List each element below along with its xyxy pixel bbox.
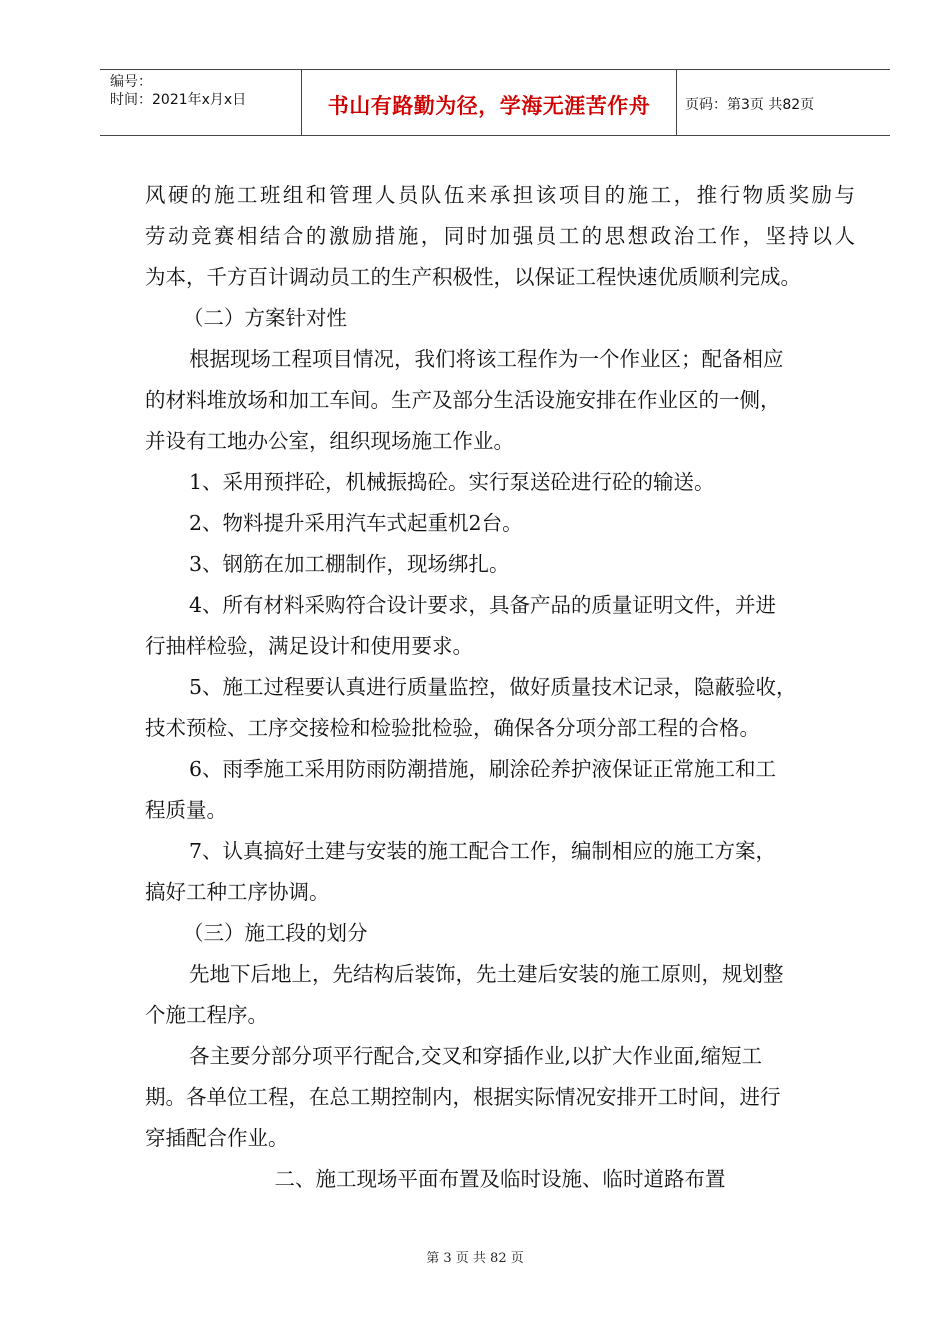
body-line: 个施工程序。 [145, 1003, 268, 1027]
page-footer: 第 3 页 共 82 页 [426, 1251, 524, 1266]
body-line: 穿插配合作业。 [145, 1126, 289, 1150]
body-line: 根据现场工程项目情况，我们将该工程作为一个作业区；配备相应 [189, 347, 784, 371]
section-heading: （三）施工段的划分 [183, 921, 368, 945]
body-line: 搞好工种工序协调。 [145, 880, 330, 904]
list-item: 6、雨季施工采用防雨防潮措施，刷涂砼养护液保证正常施工和工 [189, 757, 777, 781]
body-line: 行抽样检验，满足设计和使用要求。 [145, 634, 473, 658]
header-number-label: 编号： [110, 74, 152, 90]
body-line: 的材料堆放场和加工车间。生产及部分生活设施安排在作业区的一侧， [145, 388, 781, 412]
section-heading: （二）方案针对性 [183, 306, 347, 330]
body-line: 各主要分部分项平行配合,交叉和穿插作业,以扩大作业面,缩短工 [189, 1044, 763, 1068]
header-divider-right [676, 69, 677, 136]
body-line: 为本，千方百计调动员工的生产积极性，以保证工程快速优质顺利完成。 [145, 265, 801, 289]
body-line: 劳动竞赛相结合的激励措施，同时加强员工的思想政治工作，坚持以人 [145, 224, 855, 248]
body-line: 技术预检、工序交接检和检验批检验，确保各分项分部工程的合格。 [145, 716, 760, 740]
header-meta [110, 73, 246, 109]
chapter-heading: 二、施工现场平面布置及临时设施、临时道路布置 [274, 1167, 726, 1191]
header-bottom-rule [100, 135, 890, 136]
list-item: 2、物料提升采用汽车式起重机2台。 [189, 511, 523, 535]
list-item: 7、认真搞好土建与安装的施工配合工作，编制相应的施工方案， [189, 839, 777, 863]
header-page-info: 页码：第3页 共82页 [685, 97, 815, 113]
body-line: 期。各单位工程，在总工期控制内，根据实际情况安排开工时间，进行 [145, 1085, 781, 1109]
list-item: 3、钢筋在加工棚制作，现场绑扎。 [189, 552, 510, 576]
document-body [145, 175, 855, 1200]
list-item: 5、施工过程要认真进行质量监控，做好质量技术记录，隐蔽验收， [189, 675, 797, 699]
list-item: 1、采用预拌砼，机械振捣砼。实行泵送砼进行砼的输送。 [189, 470, 715, 494]
list-item: 4、所有材料采购符合设计要求，具备产品的质量证明文件，并进 [189, 593, 777, 617]
header-top-rule [100, 69, 890, 70]
body-line: 风硬的施工班组和管理人员队伍来承担该项目的施工，推行物质奖励与 [145, 183, 855, 207]
body-line: 程质量。 [145, 798, 227, 822]
header-time-label: 时间：2021年x月x日 [110, 92, 247, 108]
body-line: 并设有工地办公室，组织现场施工作业。 [145, 429, 514, 453]
header-motto: 书山有路勤为径，学海无涯苦作舟 [327, 94, 651, 118]
body-line: 先地下后地上，先结构后装饰，先土建后安装的施工原则，规划整 [189, 962, 784, 986]
